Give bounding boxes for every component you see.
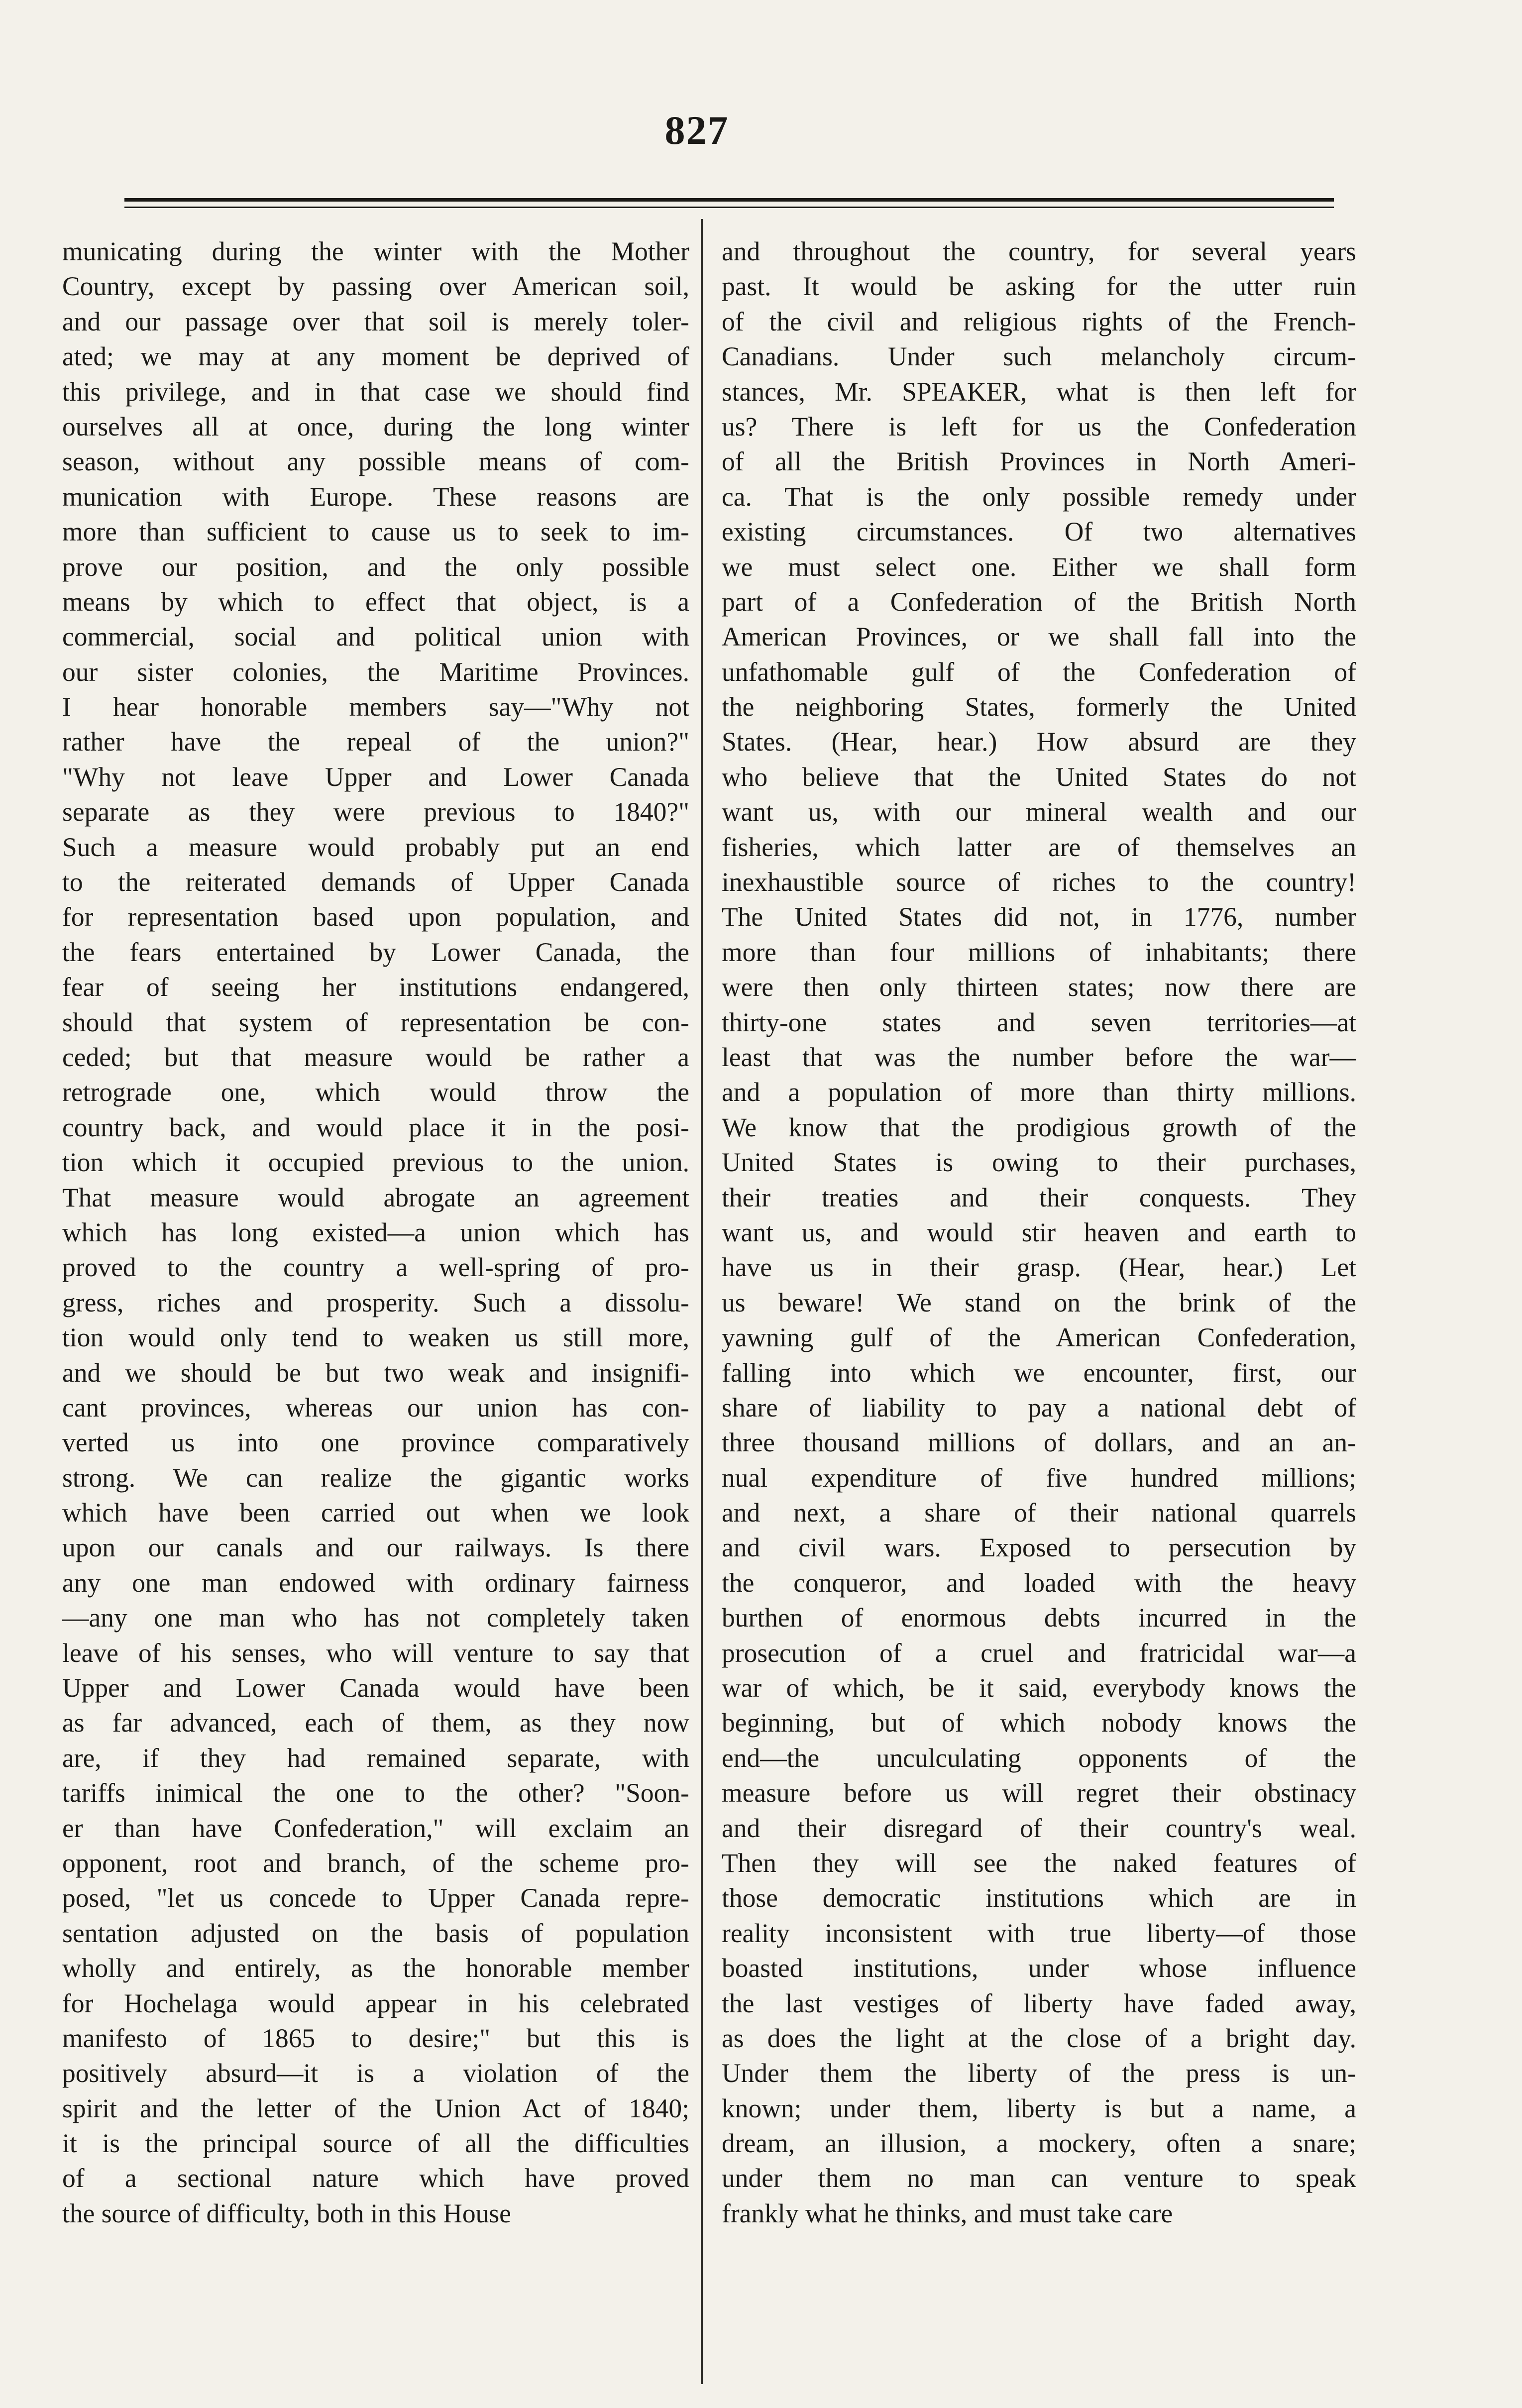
- right-column-line: States. (Hear, hear.) How absurd are they: [722, 727, 1356, 757]
- right-column-line: us beware! We stand on the brink of the: [722, 1287, 1356, 1317]
- left-column-line: I hear honorable members say—"Why not: [62, 692, 689, 722]
- left-column-line: which has long existed—a union which has: [62, 1217, 689, 1247]
- right-column-line: least that was the number before the war—: [722, 1042, 1356, 1072]
- left-column-line: wholly and entirely, as the honorable member: [62, 1953, 689, 1983]
- page-number: 827: [664, 108, 729, 153]
- left-column-line: country back, and would place it in the posi-: [62, 1112, 689, 1142]
- right-column-line: the last vestiges of liberty have faded away,: [722, 1988, 1356, 2018]
- left-column: [62, 234, 689, 2231]
- right-column-line: have us in their grasp. (Hear, hear.) Let: [722, 1252, 1356, 1283]
- left-column-line: retrograde one, which would throw the: [62, 1077, 689, 1107]
- right-column-line: us? There is left for us the Confederation: [722, 411, 1356, 441]
- left-column-line: "Why not leave Upper and Lower Canada: [62, 762, 689, 792]
- left-column-line: ceded; but that measure would be rather a: [62, 1042, 689, 1072]
- left-column-line: tariffs inimical the one to the other? "Soon-: [62, 1778, 689, 1808]
- left-column-line: strong. We can realize the gigantic works: [62, 1462, 689, 1493]
- right-column-line: falling into which we encounter, first, our: [722, 1357, 1356, 1388]
- right-column-line: past. It would be asking for the utter ruin: [722, 271, 1356, 302]
- left-column-line: spirit and the letter of the Union Act of 1840;: [62, 2093, 689, 2123]
- right-column-line: boasted institutions, under whose influence: [722, 1953, 1356, 1983]
- left-column-line: Country, except by passing over American soil,: [62, 271, 689, 302]
- right-column-line: existing circumstances. Of two alternatives: [722, 517, 1356, 547]
- left-column-line: cant provinces, whereas our union has con-: [62, 1392, 689, 1423]
- left-column-line: this privilege, and in that case we should find: [62, 376, 689, 407]
- right-column-line: three thousand millions of dollars, and an an-: [722, 1427, 1356, 1458]
- left-column-line: and our passage over that soil is merely toler-: [62, 306, 689, 336]
- left-column-line: proved to the country a well-spring of pro-: [62, 1252, 689, 1283]
- left-column-line: as far advanced, each of them, as they now: [62, 1708, 689, 1738]
- right-column-line: Canadians. Under such melancholy circum-: [722, 341, 1356, 372]
- right-column-line: end—the unculculating opponents of the: [722, 1743, 1356, 1773]
- right-column-line: their treaties and their conquests. They: [722, 1182, 1356, 1212]
- left-column-line: That measure would abrogate an agreement: [62, 1182, 689, 1212]
- left-column-line: and we should be but two weak and insignifi-: [62, 1357, 689, 1388]
- left-column-line: municating during the winter with the Mother: [62, 236, 689, 266]
- right-column-line: who believe that the United States do not: [722, 762, 1356, 792]
- left-column-line: leave of his senses, who will venture to say that: [62, 1638, 689, 1668]
- right-column-line: part of a Confederation of the British North: [722, 586, 1356, 617]
- header-rule-thin: [124, 207, 1334, 208]
- right-column-line: beginning, but of which nobody knows the: [722, 1708, 1356, 1738]
- left-column-line: upon our canals and our railways. Is there: [62, 1532, 689, 1563]
- right-column-line: under them no man can venture to speak: [722, 2163, 1356, 2193]
- right-column-line: Then they will see the naked features of: [722, 1848, 1356, 1878]
- right-column-line: unfathomable gulf of the Confederation of: [722, 657, 1356, 687]
- left-column-line: positively absurd—it is a violation of the: [62, 2058, 689, 2088]
- right-column-line: burthen of enormous debts incurred in the: [722, 1603, 1356, 1633]
- left-column-line: ourselves all at once, during the long winter: [62, 411, 689, 441]
- left-column-line: prove our position, and the only possible: [62, 551, 689, 582]
- column-divider: [701, 219, 703, 2384]
- right-column-line: as does the light at the close of a bright day.: [722, 2023, 1356, 2053]
- right-column-line: more than four millions of inhabitants; there: [722, 937, 1356, 967]
- left-column-line: means by which to effect that object, is a: [62, 586, 689, 617]
- left-column-line: of a sectional nature which have proved: [62, 2163, 689, 2193]
- left-column-line: more than sufficient to cause us to seek to im-: [62, 517, 689, 547]
- right-column-line: want us, and would stir heaven and earth to: [722, 1217, 1356, 1247]
- left-column-line: commercial, social and political union with: [62, 622, 689, 652]
- right-column-line: reality inconsistent with true liberty—of those: [722, 1918, 1356, 1948]
- right-column-line: dream, an illusion, a mockery, often a snare;: [722, 2128, 1356, 2159]
- right-column-line: fisheries, which latter are of themselves an: [722, 832, 1356, 862]
- right-column-line: United States is owing to their purchases,: [722, 1147, 1356, 1178]
- right-column-line: the neighboring States, formerly the United: [722, 692, 1356, 722]
- right-column: [722, 234, 1356, 2231]
- right-column-line: thirty-one states and seven territories—at: [722, 1007, 1356, 1037]
- left-column-line: posed, "let us concede to Upper Canada repre-: [62, 1883, 689, 1913]
- right-column-line: were then only thirteen states; now there are: [722, 972, 1356, 1002]
- left-column-line: —any one man who has not completely taken: [62, 1603, 689, 1633]
- right-column-line: frankly what he thinks, and must take care: [722, 2198, 1173, 2228]
- header-rule-thick: [124, 198, 1334, 202]
- left-column-line: tion which it occupied previous to the union.: [62, 1147, 689, 1178]
- left-column-line: fear of seeing her institutions endangered,: [62, 972, 689, 1002]
- left-column-line: the fears entertained by Lower Canada, the: [62, 937, 689, 967]
- right-column-line: and civil wars. Exposed to persecution by: [722, 1532, 1356, 1563]
- left-column-line: munication with Europe. These reasons are: [62, 481, 689, 512]
- right-column-line: We know that the prodigious growth of the: [722, 1112, 1356, 1142]
- left-column-line: manifesto of 1865 to desire;" but this is: [62, 2023, 689, 2053]
- left-column-line: for Hochelaga would appear in his celebrated: [62, 1988, 689, 2018]
- right-column-line: The United States did not, in 1776, number: [722, 902, 1356, 932]
- left-column-line: Such a measure would probably put an end: [62, 832, 689, 862]
- left-column-line: sentation adjusted on the basis of population: [62, 1918, 689, 1948]
- left-column-line: rather have the repeal of the union?": [62, 727, 689, 757]
- left-column-line: which have been carried out when we look: [62, 1498, 689, 1528]
- right-column-line: war of which, be it said, everybody knows the: [722, 1673, 1356, 1703]
- left-column-line: separate as they were previous to 1840?": [62, 797, 689, 827]
- right-column-line: and a population of more than thirty millions.: [722, 1077, 1356, 1107]
- left-column-line: are, if they had remained separate, with: [62, 1743, 689, 1773]
- right-column-line: Under them the liberty of the press is un-: [722, 2058, 1356, 2088]
- left-column-line: any one man endowed with ordinary fairness: [62, 1567, 689, 1598]
- right-column-line: ca. That is the only possible remedy under: [722, 481, 1356, 512]
- right-column-line: stances, Mr. SPEAKER, what is then left for: [722, 376, 1356, 407]
- left-column-line: ated; we may at any moment be deprived of: [62, 341, 689, 372]
- right-column-line: share of liability to pay a national debt of: [722, 1392, 1356, 1423]
- right-column-line: those democratic institutions which are in: [722, 1883, 1356, 1913]
- right-column-line: want us, with our mineral wealth and our: [722, 797, 1356, 827]
- right-column-line: and throughout the country, for several years: [722, 236, 1356, 266]
- right-column-line: American Provinces, or we shall fall into the: [722, 622, 1356, 652]
- left-column-line: Upper and Lower Canada would have been: [62, 1673, 689, 1703]
- right-column-line: inexhaustible source of riches to the country!: [722, 867, 1356, 897]
- right-column-line: of all the British Provinces in North Ameri-: [722, 446, 1356, 477]
- left-column-line: gress, riches and prosperity. Such a dissolu-: [62, 1287, 689, 1317]
- left-column-line: our sister colonies, the Maritime Provinces.: [62, 657, 689, 687]
- left-column-line: opponent, root and branch, of the scheme pro-: [62, 1848, 689, 1878]
- right-column-line: measure before us will regret their obstinacy: [722, 1778, 1356, 1808]
- left-column-line: tion would only tend to weaken us still more,: [62, 1322, 689, 1353]
- left-column-line: er than have Confederation," will exclaim an: [62, 1813, 689, 1843]
- left-column-line: should that system of representation be con-: [62, 1007, 689, 1037]
- left-column-line: for representation based upon population, and: [62, 902, 689, 932]
- left-column-line: verted us into one province comparatively: [62, 1427, 689, 1458]
- right-column-line: nual expenditure of five hundred millions;: [722, 1462, 1356, 1493]
- left-column-line: season, without any possible means of com-: [62, 446, 689, 477]
- right-column-line: yawning gulf of the American Confederation,: [722, 1322, 1356, 1353]
- right-column-line: we must select one. Either we shall form: [722, 551, 1356, 582]
- right-column-line: prosecution of a cruel and fratricidal war—a: [722, 1638, 1356, 1668]
- right-column-line: of the civil and religious rights of the French-: [722, 306, 1356, 336]
- right-column-line: known; under them, liberty is but a name, a: [722, 2093, 1356, 2123]
- right-column-line: and next, a share of their national quarrels: [722, 1498, 1356, 1528]
- left-column-line: to the reiterated demands of Upper Canada: [62, 867, 689, 897]
- left-column-line: it is the principal source of all the difficulties: [62, 2128, 689, 2159]
- right-column-line: and their disregard of their country's weal.: [722, 1813, 1356, 1843]
- left-column-line: the source of difficulty, both in this House: [62, 2198, 511, 2228]
- right-column-line: the conqueror, and loaded with the heavy: [722, 1567, 1356, 1598]
